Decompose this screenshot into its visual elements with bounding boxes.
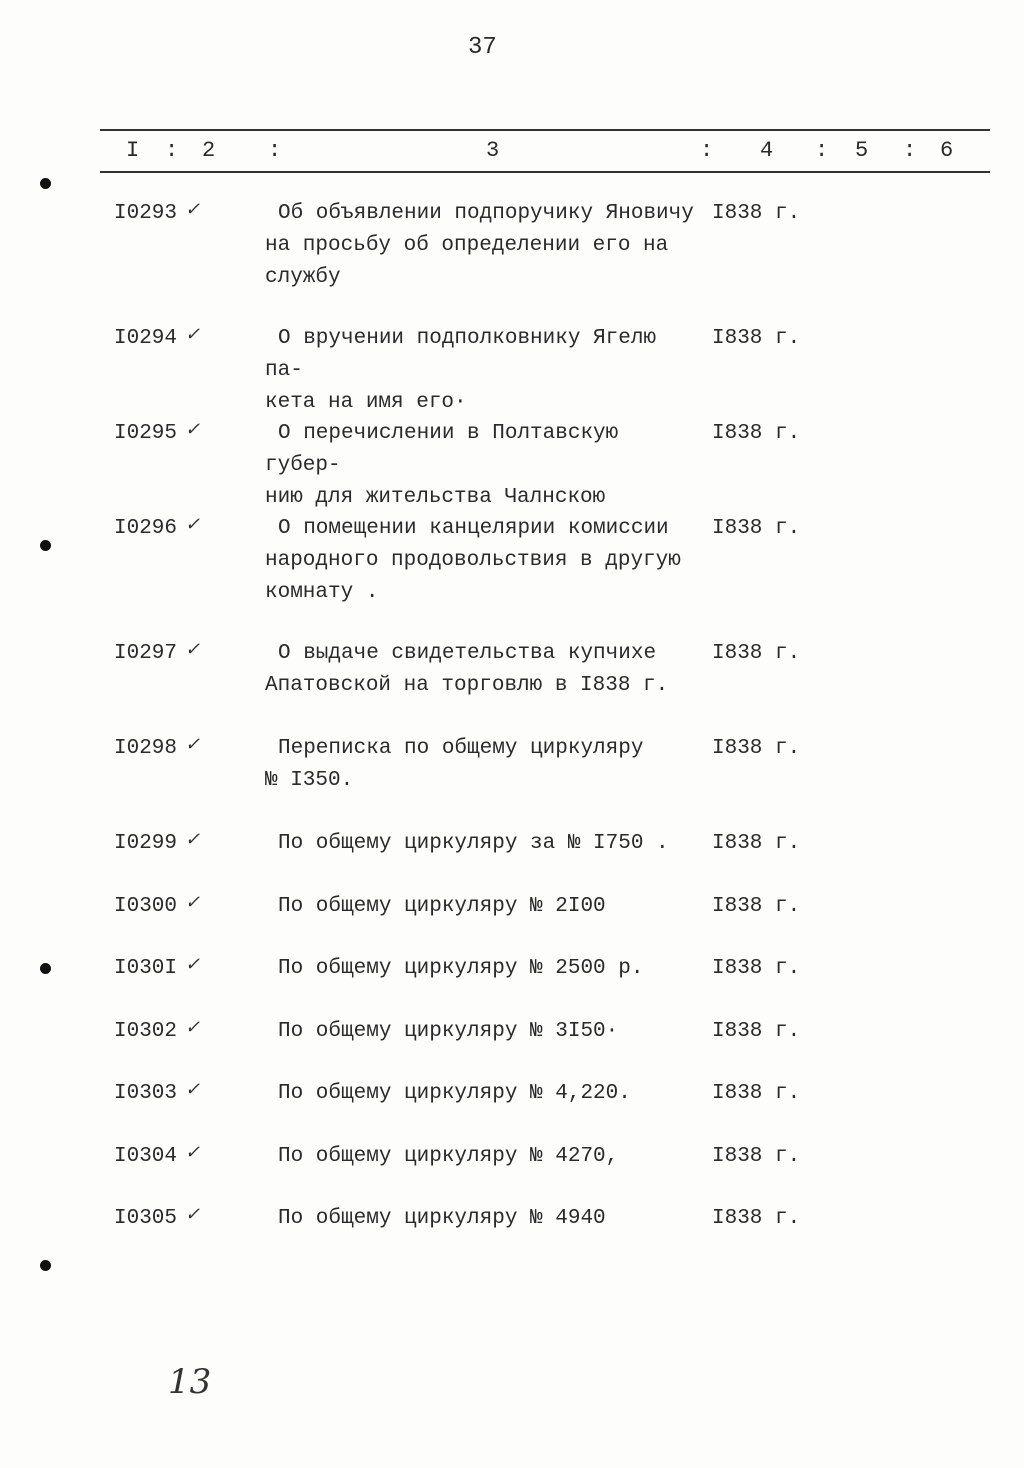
record-id: I0302 (114, 1020, 178, 1043)
record-year: I838 г. (712, 832, 801, 855)
record-description: По общему циркуляру № 4,220. (278, 1082, 631, 1105)
header-top-rule (100, 129, 990, 131)
record-year: I838 г. (712, 422, 801, 445)
column-header: I (126, 138, 140, 163)
page-number: 37 (468, 34, 497, 61)
record-id: I0294 (114, 327, 178, 350)
record-year: I838 г. (712, 642, 801, 665)
checkmark-icon: ✓ (185, 1079, 201, 1100)
record-id: I0296 (114, 517, 178, 540)
column-separator: : (903, 138, 917, 163)
record-id: I0305 (114, 1207, 178, 1230)
record-year: I838 г. (712, 895, 801, 918)
record-id: I030I (114, 957, 178, 980)
record-id: I0299 (114, 832, 178, 855)
checkmark-icon: ✓ (185, 419, 201, 440)
checkmark-icon: ✓ (185, 1142, 201, 1163)
record-year: I838 г. (712, 517, 801, 540)
header-bottom-rule (100, 171, 990, 173)
record-id: I0304 (114, 1145, 178, 1168)
checkmark-icon: ✓ (185, 514, 201, 535)
record-description: Об объявлении подпоручику Яновичу на просьбу об определении его на службу (265, 202, 694, 289)
checkmark-icon: ✓ (185, 1017, 201, 1038)
checkmark-icon: ✓ (185, 199, 201, 220)
record-description: О вручении подполковнику Ягелю па- кета на имя его· (265, 327, 657, 414)
checkmark-icon: ✓ (185, 324, 201, 345)
handwritten-note: 13 (168, 1362, 212, 1402)
column-header: 3 (486, 138, 500, 163)
record-year: I838 г. (712, 957, 801, 980)
punch-hole (40, 1260, 51, 1271)
record-id: I0298 (114, 737, 178, 760)
checkmark-icon: ✓ (185, 892, 201, 913)
column-separator: : (165, 138, 179, 163)
checkmark-icon: ✓ (185, 1204, 201, 1225)
record-year: I838 г. (712, 202, 801, 225)
record-description: О выдаче свидетельства купчихе Апатовской на торговлю в I838 г. (265, 642, 669, 697)
checkmark-icon: ✓ (185, 954, 201, 975)
record-description: О перечислении в Полтавскую губер- нию для жительства Чалнскою (265, 422, 619, 509)
record-description: Переписка по общему циркуляру № I350. (265, 737, 644, 792)
record-year: I838 г. (712, 1020, 801, 1043)
record-description: По общему циркуляру № 2I00 (278, 895, 606, 918)
record-year: I838 г. (712, 327, 801, 350)
record-year: I838 г. (712, 737, 801, 760)
record-id: I0303 (114, 1082, 178, 1105)
column-header: 6 (940, 138, 954, 163)
column-separator: : (815, 138, 829, 163)
record-id: I0297 (114, 642, 178, 665)
record-description: О помещении канцелярии комиссии народного продовольствия в другую комнату . (265, 517, 681, 604)
column-separator: : (700, 138, 714, 163)
record-description: По общему циркуляру № 3I50· (278, 1020, 619, 1043)
record-year: I838 г. (712, 1082, 801, 1105)
record-year: I838 г. (712, 1207, 801, 1230)
record-id: I0300 (114, 895, 178, 918)
record-id: I0293 (114, 202, 178, 225)
record-description: По общему циркуляру № 4940 (278, 1207, 606, 1230)
record-description: По общему циркуляру № 4270, (278, 1145, 619, 1168)
checkmark-icon: ✓ (185, 734, 201, 755)
record-id: I0295 (114, 422, 178, 445)
record-description: По общему циркуляру за № I750 . (278, 832, 669, 855)
punch-hole (40, 178, 51, 189)
record-description: По общему циркуляру № 2500 р. (278, 957, 644, 980)
column-header: 4 (760, 138, 774, 163)
checkmark-icon: ✓ (185, 639, 201, 660)
punch-hole (40, 540, 51, 551)
column-header: 5 (855, 138, 869, 163)
column-header: 2 (202, 138, 216, 163)
punch-hole (40, 963, 51, 974)
column-separator: : (268, 138, 282, 163)
checkmark-icon: ✓ (185, 829, 201, 850)
record-year: I838 г. (712, 1145, 801, 1168)
